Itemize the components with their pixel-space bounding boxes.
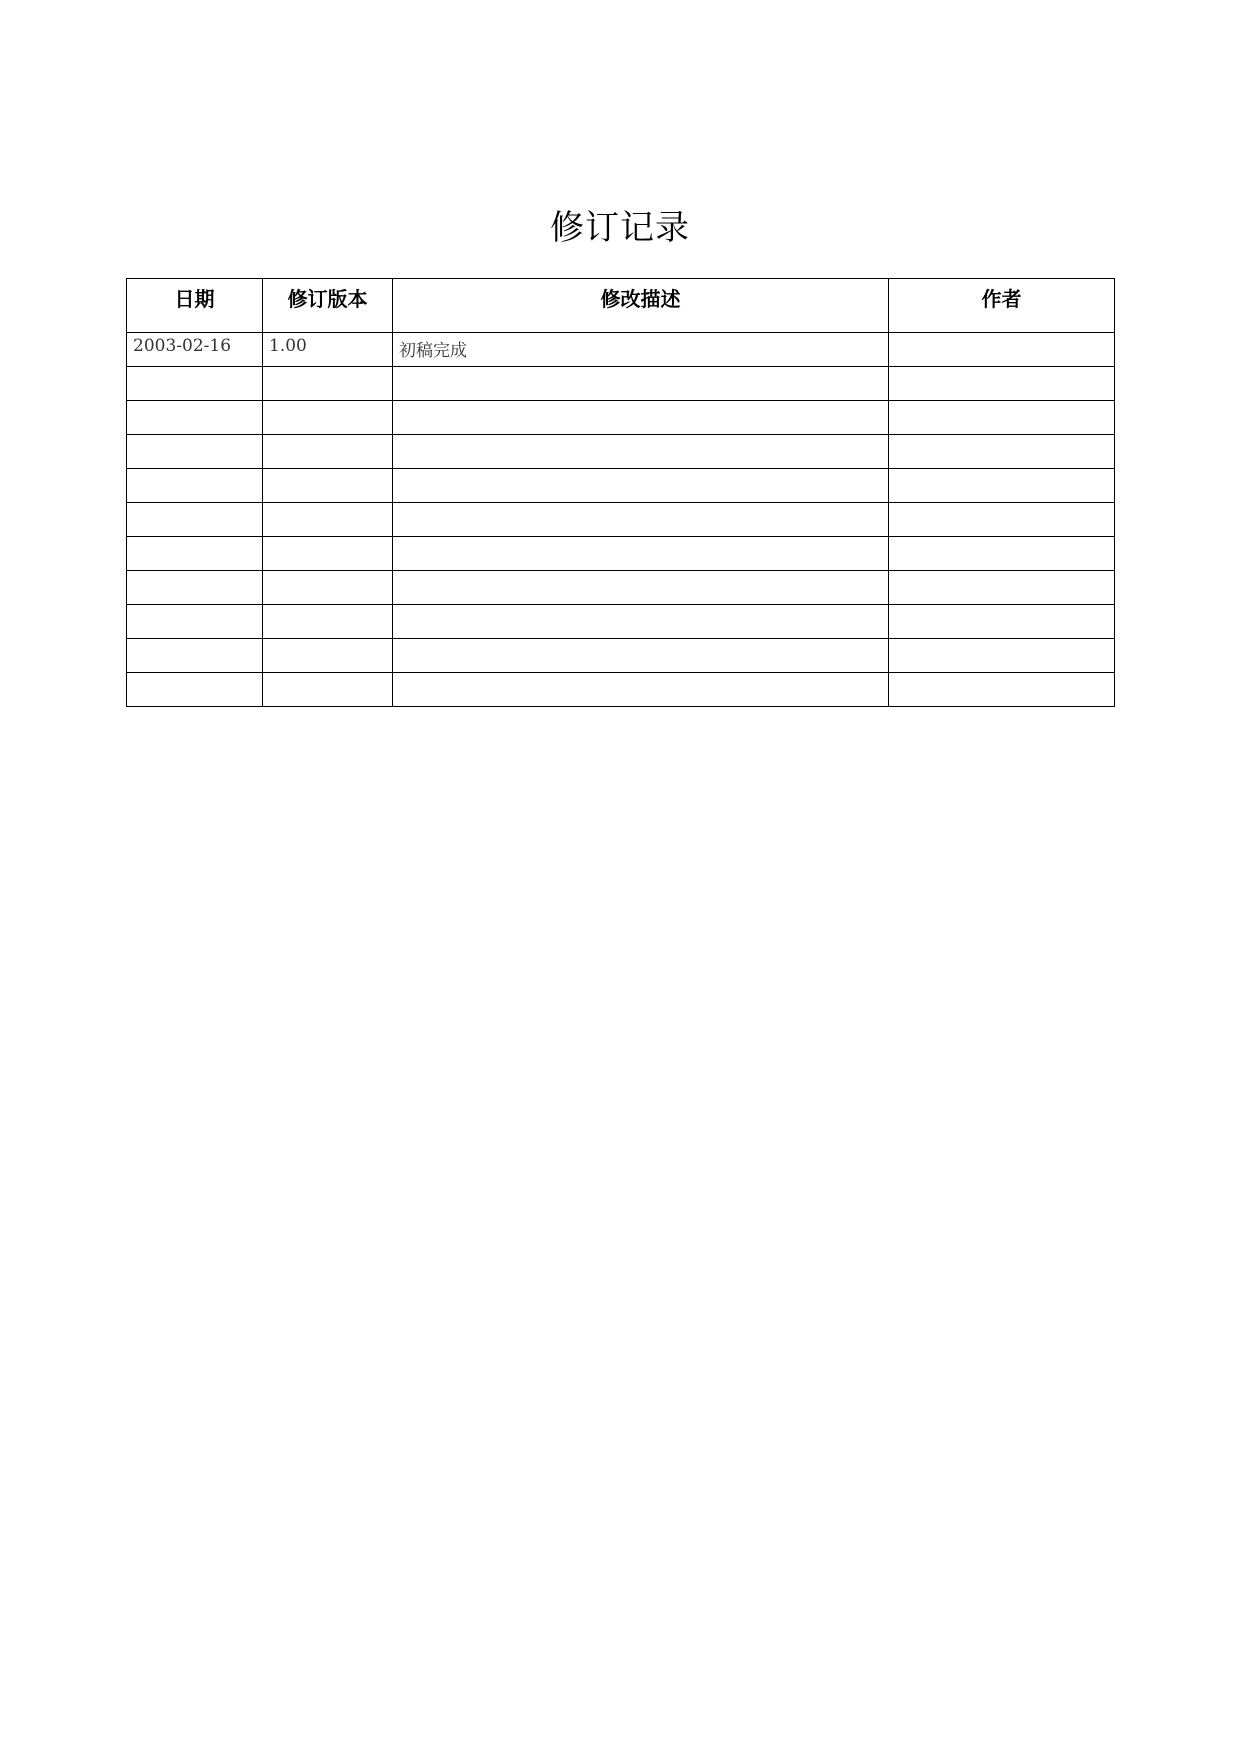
cell-date [127,469,263,503]
table-row [127,333,1115,367]
column-header-description: 修改描述 [393,279,889,333]
cell-date [127,401,263,435]
cell-author [889,401,1115,435]
cell-version [263,367,393,401]
cell-author [889,571,1115,605]
cell-author [889,639,1115,673]
cell-version [263,571,393,605]
cell-version [263,605,393,639]
table-row [127,503,1115,537]
cell-date [127,503,263,537]
table-header-row [127,279,1115,333]
cell-description [393,367,889,401]
cell-author [889,503,1115,537]
column-header-version: 修订版本 [263,279,393,333]
cell-date [127,571,263,605]
table-row [127,673,1115,707]
cell-author [889,469,1115,503]
cell-description [393,537,889,571]
cell-description [393,639,889,673]
cell-author [889,333,1115,367]
table-row [127,605,1115,639]
cell-author [889,673,1115,707]
table-row [127,469,1115,503]
cell-description [393,469,889,503]
cell-version: 1.00 [263,333,393,367]
cell-description [393,503,889,537]
cell-description: 初稿完成 [393,333,889,367]
cell-date [127,673,263,707]
cell-author [889,605,1115,639]
cell-version [263,503,393,537]
cell-date [127,435,263,469]
cell-author [889,537,1115,571]
table-row [127,367,1115,401]
cell-version [263,537,393,571]
cell-version [263,435,393,469]
cell-version [263,673,393,707]
cell-version [263,401,393,435]
column-header-author: 作者 [889,279,1115,333]
cell-date [127,605,263,639]
cell-date: 2003-02-16 [127,333,263,367]
cell-author [889,435,1115,469]
table-row [127,639,1115,673]
cell-date [127,367,263,401]
page-title: 修订记录 [550,208,690,248]
cell-date [127,639,263,673]
column-header-date: 日期 [127,279,263,333]
table-row [127,401,1115,435]
cell-description [393,435,889,469]
revision-history-table [126,278,1115,707]
cell-description [393,673,889,707]
cell-description [393,605,889,639]
cell-version [263,469,393,503]
cell-description [393,401,889,435]
table-row [127,537,1115,571]
cell-date [127,537,263,571]
cell-author [889,367,1115,401]
cell-version [263,639,393,673]
cell-description [393,571,889,605]
table-row [127,435,1115,469]
table-row [127,571,1115,605]
